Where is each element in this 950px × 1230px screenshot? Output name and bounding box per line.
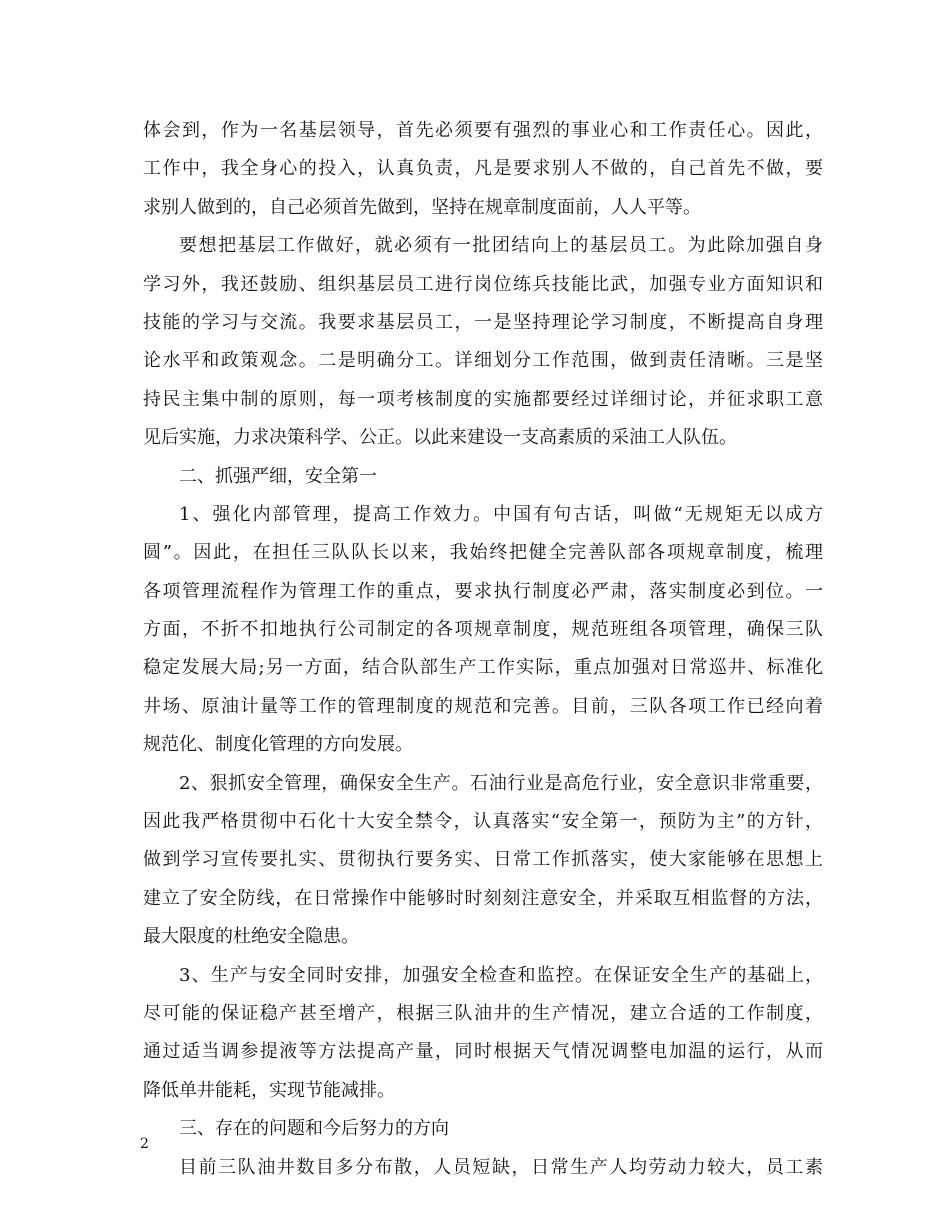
- text-line: 体会到，作为一名基层领导，首先必须要有强烈的事业心和工作责任心。因此，: [143, 120, 823, 141]
- text-line: 学习外，我还鼓励、组织基层员工进行岗位练兵技能比武，加强专业方面知识和: [143, 273, 823, 295]
- text-line: 圆”。因此，在担任三队队长以来，我始终把健全完善队部各项规章制度，梳理: [143, 542, 823, 564]
- text-line: 3、生产与安全同时安排，加强安全检查和监控。在保证安全生产的基础上，: [179, 964, 823, 986]
- text-line: 三、存在的问题和今后努力的方向: [179, 1118, 449, 1140]
- text-line: 做到学习宣传要扎实、贯彻执行要务实、日常工作抓落实，使大家能够在思想上: [143, 849, 823, 871]
- text-line: 最大限度的杜绝安全隐患。: [143, 926, 359, 948]
- text-line: 方面，不折不扣地执行公司制定的各项规章制度，规范班组各项管理，确保三队: [143, 619, 823, 641]
- text-line: 要想把基层工作做好，就必须有一批团结向上的基层员工。为此除加强自身: [179, 235, 823, 257]
- text-line: 见后实施，力求决策科学、公正。以此来建设一支高素质的采油工人队伍。: [143, 427, 737, 449]
- text-line: 各项管理流程作为管理工作的重点，要求执行制度必严肃，落实制度必到位。一: [143, 580, 823, 602]
- text-line: 二、抓强严细，安全第一: [179, 465, 377, 487]
- text-line: 稳定发展大局;另一方面，结合队部生产工作实际，重点加强对日常巡井、标准化: [143, 657, 823, 679]
- text-line: 井场、原油计量等工作的管理制度的规范和完善。目前，三队各项工作已经向着: [143, 695, 823, 717]
- text-line: 工作中，我全身心的投入，认真负责，凡是要求别人不做的，自己首先不做，要: [143, 158, 823, 180]
- text-line: 技能的学习与交流。我要求基层员工，一是坚持理论学习制度，不断提高自身理: [143, 311, 823, 333]
- text-line: 因此我严格贯彻中石化十大安全禁令，认真落实“安全第一，预防为主”的方针，: [143, 811, 823, 833]
- text-line: 目前三队油井数目多分布散，人员短缺，日常生产人均劳动力较大，员工素: [179, 1156, 823, 1178]
- text-line: 建立了安全防线，在日常操作中能够时时刻刻注意安全，并采取互相监督的方法，: [143, 887, 823, 909]
- text-line: 1、强化内部管理，提高工作效力。中国有句古话，叫做“无规矩无以成方: [179, 503, 823, 525]
- text-line: 通过适当调参提液等方法提高产量，同时根据天气情况调整电加温的运行，从而: [143, 1041, 823, 1063]
- text-line: 降低单井能耗，实现节能减排。: [143, 1079, 395, 1101]
- page-number: 2: [140, 1136, 149, 1152]
- text-line: 2、狠抓安全管理，确保安全生产。石油行业是高危行业，安全意识非常重要，: [179, 772, 823, 794]
- body-text: [143, 112, 823, 1187]
- text-line: 求别人做到的，自己必须首先做到，坚持在规章制度面前，人人平等。: [143, 196, 701, 218]
- text-line: 规范化、制度化管理的方向发展。: [143, 734, 413, 756]
- text-line: 论水平和政策观念。二是明确分工。详细划分工作范围，做到责任清晰。三是坚: [143, 350, 823, 372]
- text-line: 持民主集中制的原则，每一项考核制度的实施都要经过详细讨论，并征求职工意: [143, 388, 823, 410]
- text-line: 尽可能的保证稳产甚至增产，根据三队油井的生产情况，建立合适的工作制度，: [143, 1002, 823, 1024]
